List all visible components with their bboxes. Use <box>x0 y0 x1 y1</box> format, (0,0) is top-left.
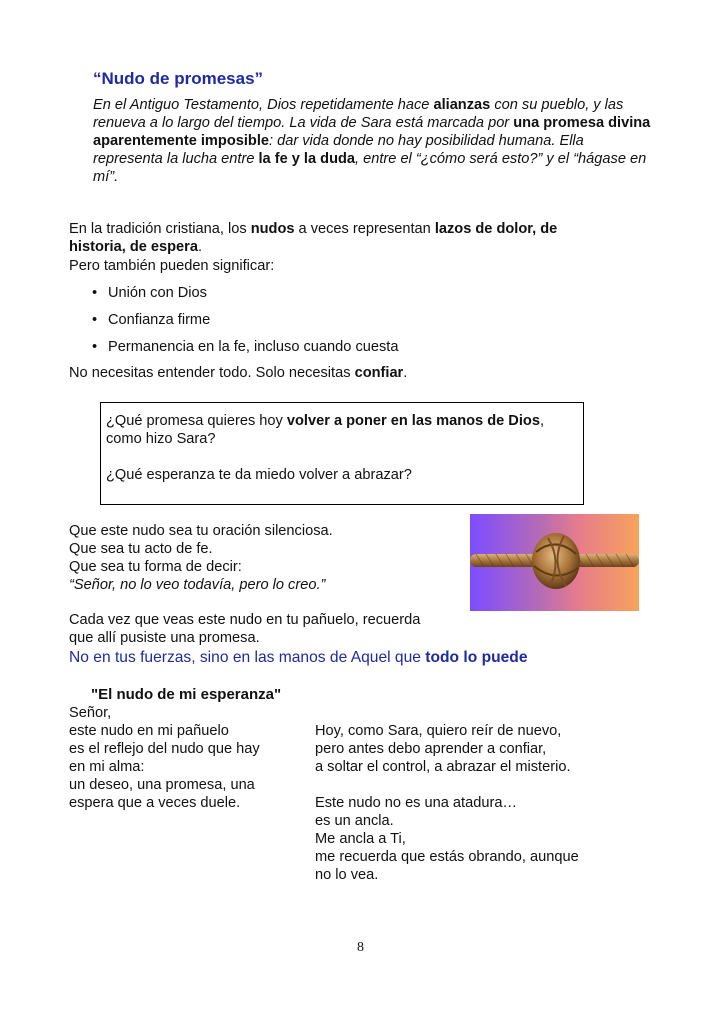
list-item: • Permanencia en la fe, incluso cuando cuesta <box>84 338 398 365</box>
prayer-line: Que sea tu acto de fe. <box>69 541 213 557</box>
reflection-box <box>100 402 584 505</box>
poem-line: Este nudo no es una atadura… <box>315 795 518 811</box>
poem-line: no lo vea. <box>315 867 379 883</box>
poem-right-column <box>315 722 645 884</box>
prayer-quote: “Señor, no lo veo todavía, pero lo creo.” <box>69 577 326 593</box>
list-item: • Unión con Dios <box>84 284 398 311</box>
poem-line: Hoy, como Sara, quiero reír de nuevo, <box>315 723 562 739</box>
rope-knot-image <box>470 514 639 611</box>
emphasis-text: volver a poner en las manos de Dios <box>286 413 540 429</box>
poem-line: Me ancla a Ti, <box>315 831 406 847</box>
poem-line: un deseo, una promesa, una <box>69 777 255 793</box>
emphasis-text: alianzas <box>433 97 491 113</box>
poem-line: en mi alma: <box>69 759 145 775</box>
emphasis-text: todo lo puede <box>425 649 528 666</box>
poem-line: es un ancla. <box>315 813 394 829</box>
text-run: En el Antiguo Testamento, Dios repetidamente hace <box>93 97 434 113</box>
reminder-line: que allí pusiste una promesa. <box>69 630 260 646</box>
poem-line: es el reflejo del nudo que hay <box>69 741 260 757</box>
poem-line: Señor, <box>69 705 112 721</box>
emphasis-text: confiar <box>354 365 404 381</box>
emphasis-text: una promesa divina aparentemente imposible <box>93 115 651 149</box>
prayer-lines <box>69 522 333 594</box>
tradition-lead: Pero también pueden significar: <box>69 258 275 274</box>
text-run: . <box>403 365 408 381</box>
text-run: : dar vida donde no hay posibilidad humana. Ella representa la lucha entre <box>93 133 584 167</box>
text-run: ¿Qué promesa quieres hoy <box>106 413 287 429</box>
trust-sentence <box>69 364 407 382</box>
poem-line: a soltar el control, a abrazar el misterio. <box>315 759 571 775</box>
poem-line: pero antes debo aprender a confiar, <box>315 741 547 757</box>
prayer-line: Que sea tu forma de decir: <box>69 559 242 575</box>
text-run: , como hizo Sara? <box>106 413 544 447</box>
reminder-line: Cada vez que veas este nudo en tu pañuelo, recuerda <box>69 612 421 628</box>
text-run: , entre el “¿cómo será esto?” y el “hágase en mí”. <box>93 151 647 185</box>
poem-left-column <box>69 704 299 812</box>
tradition-paragraph <box>69 220 614 256</box>
reflection-question-1 <box>106 412 566 448</box>
poem-line: me recuerda que estás obrando, aunque <box>315 849 579 865</box>
section-title: “Nudo de promesas” <box>93 69 264 88</box>
list-item: • Confianza firme <box>84 311 398 338</box>
rope-knot-icon <box>470 514 639 611</box>
poem-line: espera que a veces duele. <box>69 795 241 811</box>
text-run: con su pueblo, y las renueva a lo largo del tiempo. La vida de Sara está marcada por <box>93 97 624 131</box>
poem-line: este nudo en mi pañuelo <box>69 723 229 739</box>
text-run: No en tus fuerzas, sino en las manos de Aquel que <box>69 649 426 666</box>
intro-paragraph <box>93 96 653 186</box>
text-run: En la tradición cristiana, los <box>69 221 251 237</box>
text-run: . <box>197 239 203 255</box>
emphasis-text: nudos <box>250 221 295 237</box>
highlight-sentence <box>69 649 528 667</box>
reflection-question-2: ¿Qué esperanza te da miedo volver a abrazar? <box>106 467 412 483</box>
text-run: No necesitas entender todo. Solo necesitas <box>69 365 355 381</box>
poem-title: "El nudo de mi esperanza" <box>91 686 282 703</box>
page-number: 8 <box>357 940 364 955</box>
emphasis-text: la fe y la duda <box>258 151 356 167</box>
text-run: a veces representan <box>294 221 435 237</box>
emphasis-text: lazos de dolor, de historia, de espera <box>69 221 558 255</box>
prayer-line: Que este nudo sea tu oración silenciosa. <box>69 523 333 539</box>
meaning-list <box>84 284 398 365</box>
reminder-text <box>69 611 420 647</box>
